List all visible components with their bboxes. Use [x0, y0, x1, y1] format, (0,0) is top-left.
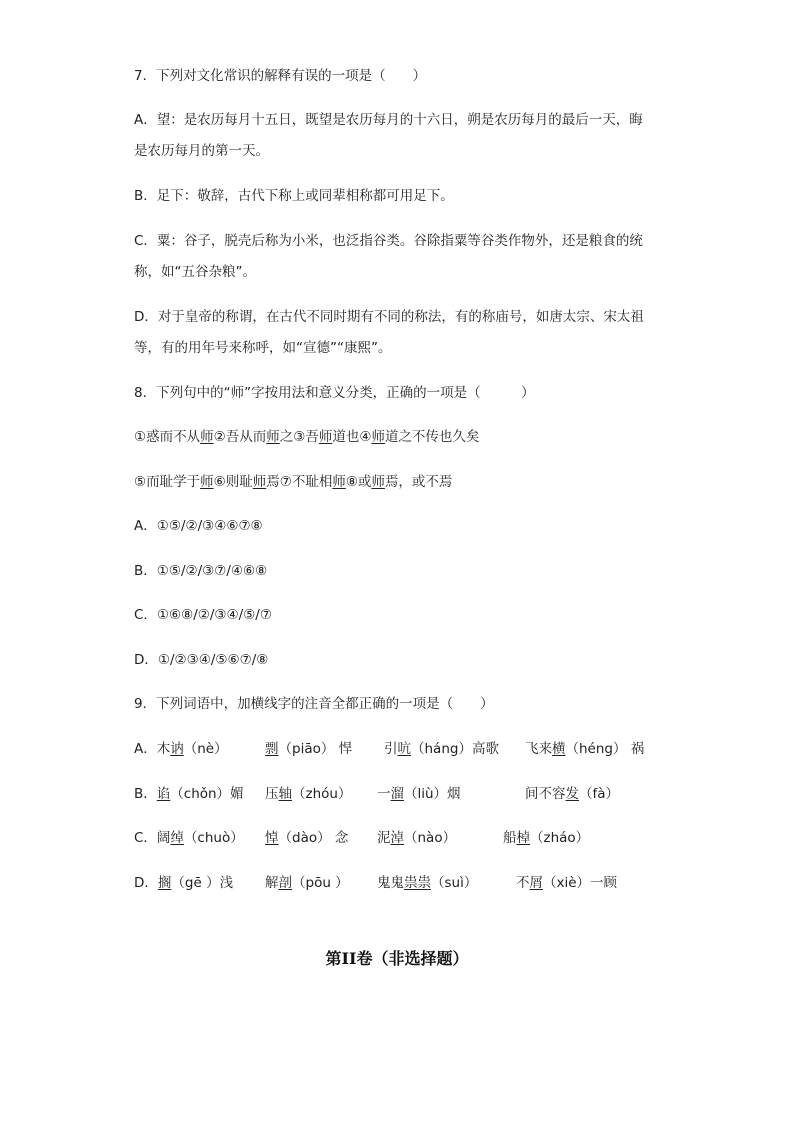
- q8-underlined-char: 师: [200, 474, 214, 490]
- q9-option-d-word4: [516, 873, 617, 893]
- word-text: （dào） 念: [278, 830, 349, 846]
- q8-underlined-char: 师: [371, 474, 385, 490]
- word-text: （zhóu）: [292, 786, 352, 802]
- q8-text: 之③吾: [279, 429, 319, 445]
- q7-option-a-line2: 是农历每月的第一天。: [134, 143, 269, 159]
- underlined-char: 搁: [157, 875, 172, 891]
- word-text: （fà）: [579, 786, 620, 802]
- q8-sentences-1: [134, 427, 479, 447]
- word-text: 引: [384, 741, 398, 757]
- q9-option-c-word2: [265, 828, 348, 848]
- q8-text: 焉，或不焉: [384, 474, 453, 490]
- section-title: 第II卷（非选择题）: [325, 949, 469, 968]
- q7-option-c-line1: C．粟：谷子，脱壳后称为小米，也泛指谷类。谷除指粟等谷类作物外，还是粮食的统: [134, 233, 643, 249]
- word-text: 船: [503, 830, 517, 846]
- q7-option-d-line2: 等，有的用年号来称呼，如“宣德”“康熙”。: [134, 340, 392, 356]
- q9-option-b-word4: [525, 784, 619, 804]
- q8-option-b: B．①⑤/②/③⑦/④⑥⑧: [134, 563, 268, 579]
- q8-text: ⑧或: [345, 474, 372, 490]
- word-text: （háng）高歌: [411, 741, 499, 757]
- q9-option-b-word3: [377, 784, 461, 804]
- q7-option-c-line2: 称，如“五谷杂粮”。: [134, 264, 256, 280]
- underlined-char: 吭: [397, 741, 411, 757]
- q8-underlined-char: 师: [200, 429, 214, 445]
- underlined-char: 剖: [278, 875, 292, 891]
- q9-option-a-word2: [265, 739, 352, 759]
- q9-option-d-word3: [377, 873, 477, 893]
- q8-underlined-char: 师: [318, 429, 333, 445]
- q9-option-c-word3: [377, 828, 456, 848]
- q8-text: 道之不传也久矣: [384, 429, 480, 445]
- underlined-char: 悼: [265, 830, 279, 846]
- q8-underlined-char: 师: [252, 474, 267, 490]
- word-text: （chǒn）媚: [170, 786, 244, 802]
- q8-text: 焉⑦不耻相: [266, 474, 333, 490]
- q8-option-a: A．①⑤/②/③④⑥⑦⑧: [134, 518, 263, 534]
- word-text: B．: [134, 786, 157, 802]
- underlined-char: 屑: [529, 875, 543, 891]
- q9-option-d-word2: [265, 873, 349, 893]
- word-text: （gē ）浅: [171, 875, 234, 891]
- underlined-char: 横: [552, 741, 566, 757]
- word-text: 鬼鬼: [377, 875, 404, 891]
- q7-option-a-line1: A．望：是农历每月十五日，既望是农历每月的十六日，朔是农历每月的最后一天，晦: [134, 112, 643, 128]
- word-text: （piāo） 悍: [278, 741, 353, 757]
- underlined-char: 淖: [390, 830, 404, 846]
- q9-option-a-word4: [525, 739, 644, 759]
- q9-option-c-word1: [134, 828, 244, 848]
- q9-option-a-word1: [134, 739, 228, 759]
- q8-option-c: C．①⑥⑧/②/③④/⑤/⑦: [134, 607, 272, 623]
- word-text: 一: [377, 786, 391, 802]
- q9-stem: 9．下列词语中，加横线字的注音全都正确的一项是（ ）: [134, 696, 494, 712]
- q8-option-d: D．①/②③④/⑤⑥⑦/⑧: [134, 652, 269, 668]
- q9-option-d-word1: [134, 873, 233, 893]
- underlined-char: 溜: [390, 786, 404, 802]
- underlined-char: 祟祟: [404, 875, 431, 891]
- word-text: 不: [516, 875, 530, 891]
- word-text: 泥: [377, 830, 391, 846]
- word-text: D．: [134, 875, 158, 891]
- word-text: 解: [265, 875, 279, 891]
- q7-stem: 7．下列对文化常识的解释有误的一项是（ ）: [134, 68, 427, 84]
- word-text: 间不容: [525, 786, 566, 802]
- q9-option-b-word2: [265, 784, 351, 804]
- q8-text: ⑤而耻学于: [134, 474, 201, 490]
- word-text: C．阔: [134, 830, 171, 846]
- q8-text: 道也④: [332, 429, 372, 445]
- q9-option-b-word1: [134, 784, 244, 804]
- underlined-char: 讷: [170, 741, 184, 757]
- word-text: 压: [265, 786, 279, 802]
- q8-text: ⑥则耻: [213, 474, 253, 490]
- q7-option-b: B．足下：敬辞，古代下称上或同辈相称都可用足下。: [134, 188, 454, 204]
- q7-option-d-line1: D．对于皇帝的称谓，在古代不同时期有不同的称法，有的称庙号，如唐太宗、宋太祖: [134, 309, 644, 325]
- q8-text: ②吾从而: [213, 429, 267, 445]
- underlined-char: 剽: [265, 741, 279, 757]
- underlined-char: 绰: [170, 830, 184, 846]
- underlined-char: 轴: [278, 786, 292, 802]
- underlined-char: 棹: [516, 830, 530, 846]
- word-text: （héng） 祸: [565, 741, 645, 757]
- q9-option-c-word4: [503, 828, 589, 848]
- q8-text: ①惑而不从: [134, 429, 201, 445]
- word-text: 飞来: [525, 741, 552, 757]
- q8-stem: 8．下列句中的“师”字按用法和意义分类，正确的一项是（ ）: [134, 385, 535, 401]
- q8-underlined-char: 师: [371, 429, 385, 445]
- underlined-char: 谄: [156, 786, 171, 802]
- underlined-char: 发: [565, 786, 579, 802]
- word-text: A．木: [134, 741, 171, 757]
- word-text: （liù）烟: [404, 786, 461, 802]
- q9-option-a-word3: [384, 739, 499, 759]
- q8-underlined-char: 师: [332, 474, 346, 490]
- word-text: （pōu ）: [292, 875, 349, 891]
- word-text: （nào）: [404, 830, 457, 846]
- word-text: （xiè）一顾: [543, 875, 618, 891]
- word-text: （suì）: [431, 875, 478, 891]
- word-text: （zháo）: [530, 830, 590, 846]
- word-text: （nè）: [183, 741, 228, 757]
- q8-underlined-char: 师: [266, 429, 280, 445]
- word-text: （chuò）: [183, 830, 244, 846]
- q8-sentences-2: [134, 472, 452, 492]
